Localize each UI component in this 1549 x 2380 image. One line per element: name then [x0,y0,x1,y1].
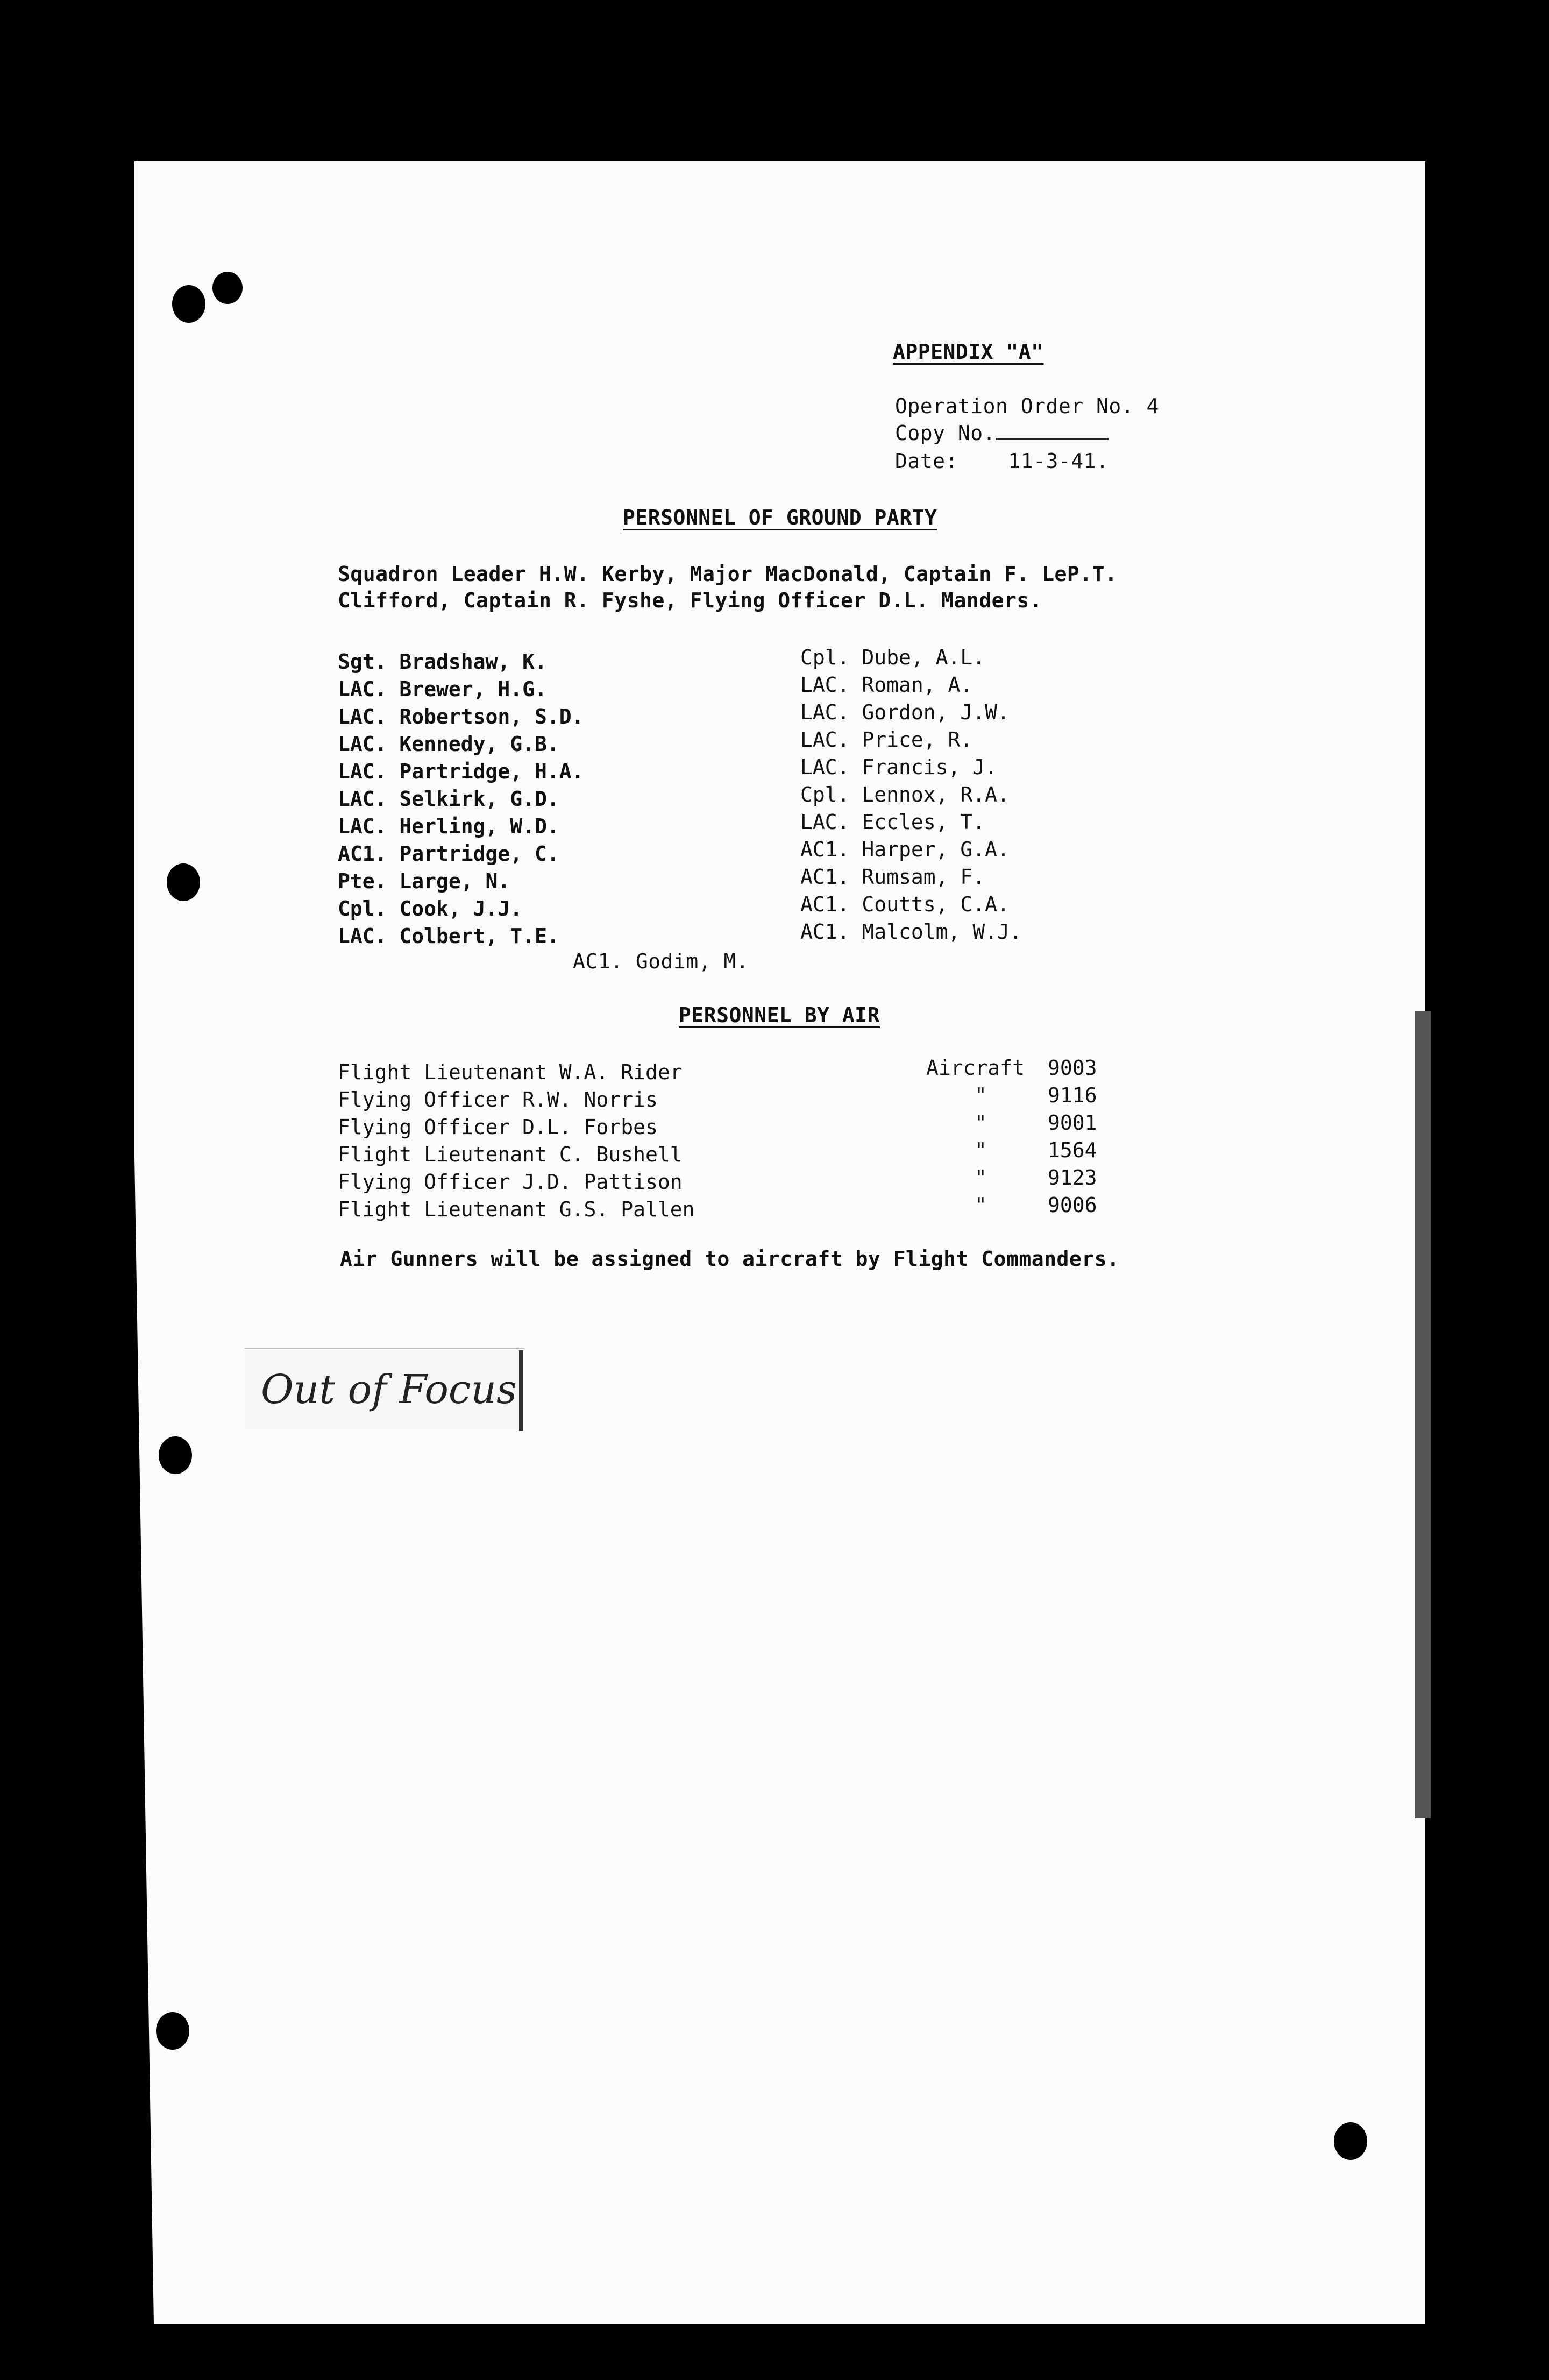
officers-line-2: Clifford, Captain R. Fyshe, Flying Officer D.L. Manders. [338,589,1042,612]
air-row-number: 9001 [1048,1111,1097,1135]
air-row-number: 1564 [1048,1138,1097,1162]
list-item: Cpl. Dube, A.L. [800,646,985,669]
list-item: Sgt. Bradshaw, K. [338,650,547,674]
air-row-aircraft: " [975,1111,987,1135]
list-item: Pte. Large, N. [338,869,510,893]
list-item: LAC. Francis, J. [800,755,998,779]
air-row-aircraft: Aircraft [926,1056,1025,1080]
list-item: AC1. Partridge, C. [338,842,559,866]
air-row-aircraft: " [975,1193,987,1217]
punch-hole [172,285,205,323]
list-item: LAC. Eccles, T. [800,810,985,834]
date-label: Date: [895,449,958,473]
list-item: Cpl. Cook, J.J. [338,897,523,920]
air-row-name: Flight Lieutenant W.A. Rider [338,1060,683,1084]
ground-left-column [338,648,584,950]
list-item: AC1. Malcolm, W.J. [800,920,1022,944]
officers-line-1: Squadron Leader H.W. Kerby, Major MacDonald, Captain F. LeP.T. [338,562,1118,586]
list-item: LAC. Robertson, S.D. [338,705,584,728]
air-gunners-note: Air Gunners will be assigned to aircraft by Flight Commanders. [340,1247,1120,1271]
air-row-number: 9006 [1048,1193,1097,1217]
list-item: LAC. Partridge, H.A. [338,760,584,783]
air-names-column [338,1059,694,1223]
punch-hole [1334,2122,1367,2160]
annotation-bar [519,1350,523,1431]
operation-order: Operation Order No. 4 [895,394,1159,418]
air-row-aircraft: " [975,1166,987,1189]
list-item: LAC. Colbert, T.E. [338,924,559,948]
copy-label: Copy No. [895,421,996,445]
air-row-name: Flying Officer R.W. Norris [338,1088,658,1111]
punch-hole [159,1436,192,1474]
air-title: PERSONNEL BY AIR [679,1003,880,1027]
list-item: LAC. Kennedy, G.B. [338,732,559,756]
punch-hole [212,272,243,304]
list-item: LAC. Gordon, J.W. [800,700,1010,724]
appendix-title: APPENDIX "A" [893,340,1044,364]
air-row-name: Flight Lieutenant C. Bushell [338,1143,683,1166]
air-row-number: 9116 [1048,1083,1097,1107]
ground-right-column [800,644,1022,946]
page-edge-shadow [1415,1011,1431,1818]
air-row-name: Flying Officer D.L. Forbes [338,1115,658,1139]
punch-hole [156,2012,189,2050]
ground-party-title: PERSONNEL OF GROUND PARTY [623,506,937,529]
air-row-name: Flight Lieutenant G.S. Pallen [338,1198,695,1221]
air-row-aircraft: " [975,1083,987,1107]
copy-number [895,421,1109,445]
air-row-number: 9123 [1048,1166,1097,1189]
air-row-number: 9003 [1048,1056,1097,1080]
list-item: AC1. Coutts, C.A. [800,892,1010,916]
punch-hole [167,863,200,901]
document-page [134,161,1425,2324]
list-item: AC1. Rumsam, F. [800,865,985,889]
air-aircraft-column [926,1054,1025,1219]
list-item: LAC. Brewer, H.G. [338,677,547,701]
air-row-name: Flying Officer J.D. Pattison [338,1170,683,1194]
date-value: 11-3-41. [1008,449,1109,473]
list-item: AC1. Harper, G.A. [800,838,1010,861]
handwritten-note: Out of Focus [261,1366,517,1413]
list-item: LAC. Roman, A. [800,673,973,697]
list-item: LAC. Herling, W.D. [338,814,559,838]
list-item: LAC. Selkirk, G.D. [338,787,559,811]
extra-ground-member: AC1. Godim, M. [573,950,749,973]
air-number-column [1048,1054,1097,1219]
list-item: Cpl. Lennox, R.A. [800,783,1010,806]
list-item: LAC. Price, R. [800,728,973,752]
copy-blank [996,422,1109,440]
air-row-aircraft: " [975,1138,987,1162]
date-line [895,449,1109,473]
